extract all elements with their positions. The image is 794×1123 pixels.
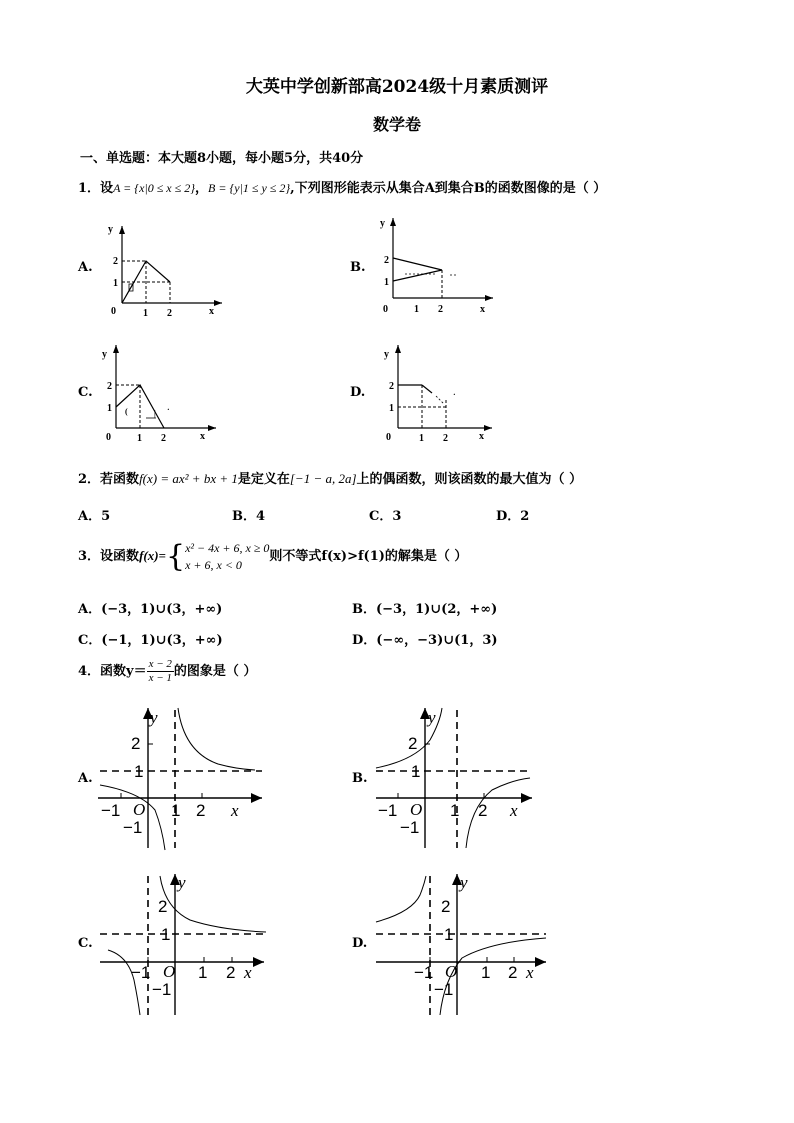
y-tick-2: 2 — [131, 734, 141, 753]
y-tick-1: 1 — [134, 762, 144, 781]
origin-label: O — [410, 800, 423, 819]
x-axis-label: x — [526, 963, 534, 982]
y-tick-neg1: −1 — [400, 818, 420, 837]
x-tick-2: 2 — [443, 433, 448, 444]
q1-option-d-letter: D. — [350, 385, 366, 400]
x-axis-label: x — [244, 963, 252, 982]
y-axis-label: y — [460, 873, 468, 892]
question-1-separator: ， — [195, 181, 209, 196]
x-tick-2: 2 — [478, 801, 488, 820]
exam-subtitle: 数学卷 — [372, 115, 421, 134]
question-2-mid: 是定义在 — [237, 472, 290, 487]
piecewise-case-2: x + 6, x < 0 — [185, 557, 242, 572]
origin-label: 0 — [106, 432, 111, 443]
y-axis-label: y — [384, 349, 389, 360]
q4-option-a-letter: A. — [78, 771, 93, 786]
y-axis-label: y — [178, 873, 186, 892]
x-tick-1: 1 — [143, 308, 148, 319]
x-axis-label: x — [200, 431, 205, 442]
y-axis-label: y — [380, 218, 385, 229]
left-brace-icon: { — [165, 539, 186, 574]
x-tick-neg1: −1 — [378, 801, 398, 820]
question-4-prefix: 函数y＝ — [100, 664, 147, 679]
x-axis-label: x — [479, 431, 484, 442]
x-axis-label: x — [209, 306, 214, 317]
question-4-text: 的图象是（ ） — [173, 664, 257, 679]
x-tick-1: 1 — [419, 433, 424, 444]
scan-mark: ( — [125, 407, 128, 416]
y-tick-1: 1 — [411, 762, 421, 781]
y-tick-1: 1 — [161, 925, 171, 944]
y-tick-neg1: −1 — [152, 980, 172, 999]
q3-option-c: C．(−1，1)∪(3，+∞) — [78, 633, 223, 648]
y-tick-2: 2 — [384, 255, 389, 266]
y-axis-label: y — [108, 224, 113, 235]
y-tick-neg1: −1 — [434, 980, 454, 999]
set-a-expression: A = {x|0 ≤ x ≤ 2} — [113, 181, 195, 195]
q1-option-a-letter: A. — [78, 260, 93, 275]
question-number: 1． — [78, 181, 101, 196]
x-tick-1: 1 — [414, 304, 419, 315]
function-lhs: f(x)= — [139, 548, 166, 563]
x-tick-1: 1 — [137, 433, 142, 444]
question-number: 2． — [78, 472, 101, 487]
x-tick-neg1: −1 — [101, 801, 121, 820]
y-tick-2: 2 — [158, 897, 168, 916]
piecewise-case-1: x² − 4x + 6, x ≥ 0 — [185, 540, 270, 555]
q2-option-a: A．5 — [78, 509, 111, 524]
q1-option-b-letter: B. — [350, 260, 366, 275]
y-tick-1: 1 — [444, 925, 454, 944]
q2-option-b: B．4 — [232, 509, 266, 524]
x-tick-1: 1 — [450, 801, 460, 820]
y-tick-2: 2 — [107, 381, 112, 392]
x-tick-neg1: −1 — [414, 963, 434, 982]
q4-option-d-letter: D. — [352, 936, 368, 951]
x-tick-1: 1 — [198, 963, 208, 982]
question-1-text: ,下列图形能表示从集合A到集合B的函数图像的是（ ） — [290, 181, 607, 196]
origin-label: O — [445, 962, 458, 981]
x-axis-label: x — [231, 801, 239, 820]
y-tick-1: 1 — [389, 403, 394, 414]
question-1-prefix: 设 — [100, 181, 114, 196]
x-tick-1: 1 — [481, 963, 491, 982]
origin-label: 0 — [111, 306, 116, 317]
x-tick-2: 2 — [196, 801, 206, 820]
x-tick-2: 2 — [167, 308, 172, 319]
y-tick-1: 1 — [107, 403, 112, 414]
origin-label: O — [163, 962, 176, 981]
exam-title: 大英中学创新部高2024级十月素质测评 — [245, 77, 549, 97]
y-tick-neg1: −1 — [123, 818, 143, 837]
q3-option-b: B．(−3，1)∪(2，+∞) — [352, 602, 498, 617]
question-3-text: 则不等式f(x)>f(1)的解集是（ ） — [269, 549, 468, 564]
origin-label: 0 — [386, 432, 391, 443]
set-b-expression: B = {y|1 ≤ y ≤ 2} — [208, 181, 291, 195]
q1-option-c-letter: C. — [78, 385, 93, 400]
fraction-denominator: x − 1 — [148, 672, 172, 684]
y-axis-label: y — [102, 349, 107, 360]
question-3-prefix: 设函数 — [100, 549, 140, 564]
x-axis-label: x — [480, 304, 485, 315]
y-axis-label: y — [428, 708, 436, 727]
y-tick-2: 2 — [389, 381, 394, 392]
y-tick-2: 2 — [113, 256, 118, 267]
x-axis-label: x — [510, 801, 518, 820]
hyperbola-left-branch — [376, 876, 426, 922]
question-2-text: 上的偶函数，则该函数的最大值为（ ） — [356, 472, 583, 487]
y-axis-label: y — [150, 708, 158, 727]
x-tick-neg1: −1 — [131, 963, 151, 982]
scan-mark: · — [167, 405, 170, 414]
question-2-prefix: 若函数 — [100, 472, 140, 487]
question-number: 3． — [78, 549, 101, 564]
fraction-numerator: x − 2 — [148, 658, 172, 670]
origin-label: 0 — [383, 304, 388, 315]
x-tick-2: 2 — [226, 963, 236, 982]
x-tick-1: 1 — [171, 801, 181, 820]
origin-label: O — [133, 800, 146, 819]
q2-option-c: C．3 — [369, 509, 402, 524]
q3-option-a: A．(−3，1)∪(3，+∞) — [78, 602, 223, 617]
y-tick-2: 2 — [441, 897, 451, 916]
function-expression: f(x) = ax² + bx + 1 — [139, 471, 238, 486]
x-tick-2: 2 — [508, 963, 518, 982]
y-tick-1: 1 — [384, 277, 389, 288]
section-heading: 一、单选题：本大题8小题，每小题5分，共40分 — [80, 151, 364, 166]
q4-option-b-letter: B. — [352, 771, 368, 786]
scan-mark: · — [453, 390, 456, 399]
x-axis-arrow-icon — [535, 957, 546, 967]
question-number: 4． — [78, 664, 101, 679]
x-tick-2: 2 — [438, 304, 443, 315]
q4-option-c-letter: C. — [78, 936, 93, 951]
y-tick-1: 1 — [113, 278, 118, 289]
q2-option-d: D．2 — [496, 509, 530, 524]
domain-interval: [−1 − a, 2a] — [289, 471, 357, 486]
x-tick-2: 2 — [161, 433, 166, 444]
scan-mark: | — [154, 409, 156, 418]
q3-option-d: D．(−∞，−3)∪(1，3) — [352, 633, 498, 648]
y-tick-2: 2 — [408, 734, 418, 753]
